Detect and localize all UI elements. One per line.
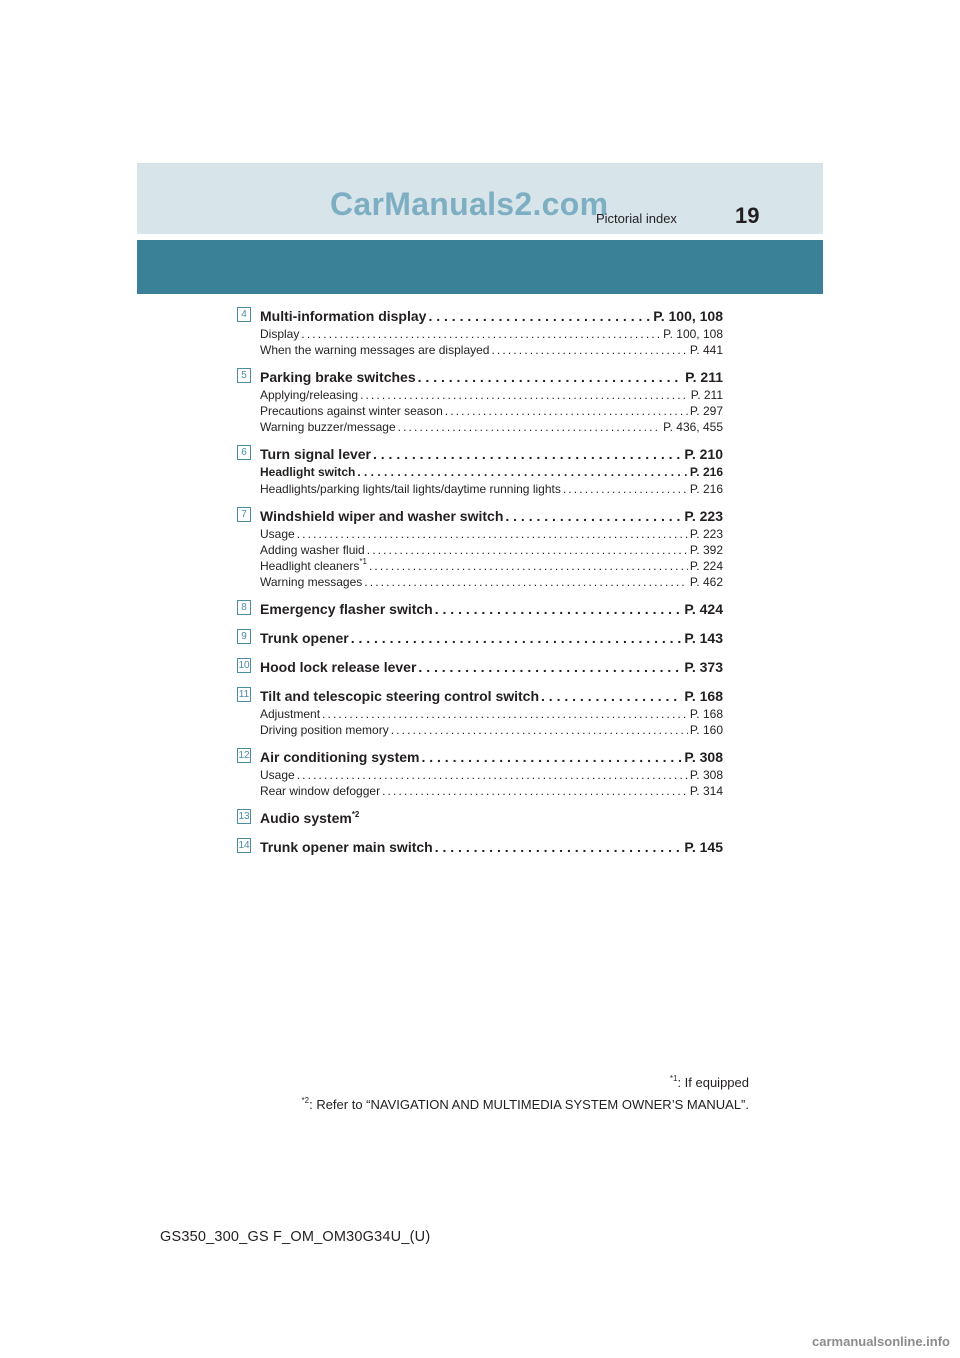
index-main-entry[interactable]: Windshield wiper and washer switch . . . P. 223 xyxy=(260,506,723,526)
footnote-1: $^{*1}$: If equipped xyxy=(669,1074,749,1090)
index-sub-entry[interactable]: Warning buzzer/message . . . P. 436, 455 xyxy=(260,419,723,435)
index-main-entry[interactable]: Parking brake switches . . . P. 211 xyxy=(260,367,723,387)
item-number-badge: 10 xyxy=(238,660,250,671)
watermark: CarManuals2.com xyxy=(330,186,609,222)
item-number-badge: 8 xyxy=(237,600,251,615)
item-number-badge: 12 xyxy=(238,750,250,761)
document-code: GS350_300_GS F_OM_OM30G34U_(U) xyxy=(160,1229,431,1245)
item-number-badge: 5 xyxy=(237,368,251,383)
index-main-entry[interactable]: Emergency flasher switch . . . P. 424 xyxy=(260,599,723,619)
index-sub-entry[interactable]: Headlight cleaners$^{*1}$ . . . P. 224 xyxy=(260,558,723,574)
page-reference: P. 100, 108 xyxy=(653,308,723,324)
index-sub-entry[interactable]: Usage . . . P. 308 xyxy=(260,767,723,783)
index-main-entry[interactable]: Trunk opener main switch . . . P. 145 xyxy=(260,837,723,857)
footnote-2: $^{*2}$: Refer to “NAVIGATION AND MULTIMEDIA SYSTEM OWNER’S MANUAL”. xyxy=(301,1096,749,1112)
index-item-9 xyxy=(237,628,723,648)
item-number-badge: 9 xyxy=(237,629,251,644)
index-sub-entry[interactable]: When the warning messages are displayed . . . P. 441 xyxy=(260,342,723,358)
index-item-10 xyxy=(237,657,723,677)
index-main-entry[interactable]: Trunk opener . . . P. 143 xyxy=(260,628,723,648)
index-sub-entry[interactable]: Precautions against winter season . . . P. 297 xyxy=(260,403,723,419)
footnote-marker: *2 xyxy=(351,810,360,819)
index-item-8 xyxy=(237,599,723,619)
index-item-14 xyxy=(237,837,723,857)
item-number-badge: 13 xyxy=(238,811,250,822)
index-item-4 xyxy=(237,306,723,358)
index-sub-entry[interactable]: Usage . . . P. 223 xyxy=(260,526,723,542)
index-sub-entry[interactable]: Rear window defogger . . . P. 314 xyxy=(260,783,723,799)
index-main-entry[interactable]: Air conditioning system . . . P. 308 xyxy=(260,747,723,767)
index-item-11 xyxy=(237,686,723,738)
index-list xyxy=(237,306,723,857)
section-title: Pictorial index xyxy=(596,211,677,226)
site-watermark: carmanualsonline.info xyxy=(812,1334,950,1349)
index-main-entry[interactable]: Multi-information display . . . P. 100, 108 xyxy=(260,306,723,326)
item-number-badge: 4 xyxy=(237,307,251,322)
footnote-marker: *1 xyxy=(359,558,367,566)
index-main-entry[interactable]: Tilt and telescopic steering control switch . . . P. 168 xyxy=(260,686,723,706)
index-sub-entry[interactable]: Warning messages . . . P. 462 xyxy=(260,574,723,590)
item-number-badge: 14 xyxy=(238,840,250,851)
index-main-entry[interactable]: Turn signal lever . . . P. 210 xyxy=(260,444,723,464)
index-sub-entry[interactable]: Driving position memory . . . P. 160 xyxy=(260,722,723,738)
index-sub-bold-entry[interactable]: Headlight switch . . . P. 216 xyxy=(260,464,723,481)
index-item-5 xyxy=(237,367,723,435)
index-main-entry[interactable]: Hood lock release lever . . . P. 373 xyxy=(260,657,723,677)
page-number: 19 xyxy=(735,203,760,228)
index-sub-entry[interactable]: Display . . . P. 100, 108 xyxy=(260,326,723,342)
index-item-6 xyxy=(237,444,723,497)
index-item-13 xyxy=(237,808,723,828)
item-number-badge: 7 xyxy=(237,507,251,522)
index-sub-entry[interactable]: Adding washer fluid . . . P. 392 xyxy=(260,542,723,558)
item-number-badge: 6 xyxy=(237,445,251,460)
index-sub-entry[interactable]: Headlights/parking lights/tail lights/daytime running lights . . . P. 216 xyxy=(260,481,723,497)
header-teal-band xyxy=(137,240,823,294)
index-sub-entry[interactable]: Adjustment . . . P. 168 xyxy=(260,706,723,722)
index-item-12 xyxy=(237,747,723,799)
index-sub-entry[interactable]: Applying/releasing . . . P. 211 xyxy=(260,387,723,403)
item-number-badge: 11 xyxy=(238,689,250,700)
index-main-entry[interactable]: Audio system$^{*2}$ xyxy=(260,810,360,826)
index-item-7 xyxy=(237,506,723,590)
